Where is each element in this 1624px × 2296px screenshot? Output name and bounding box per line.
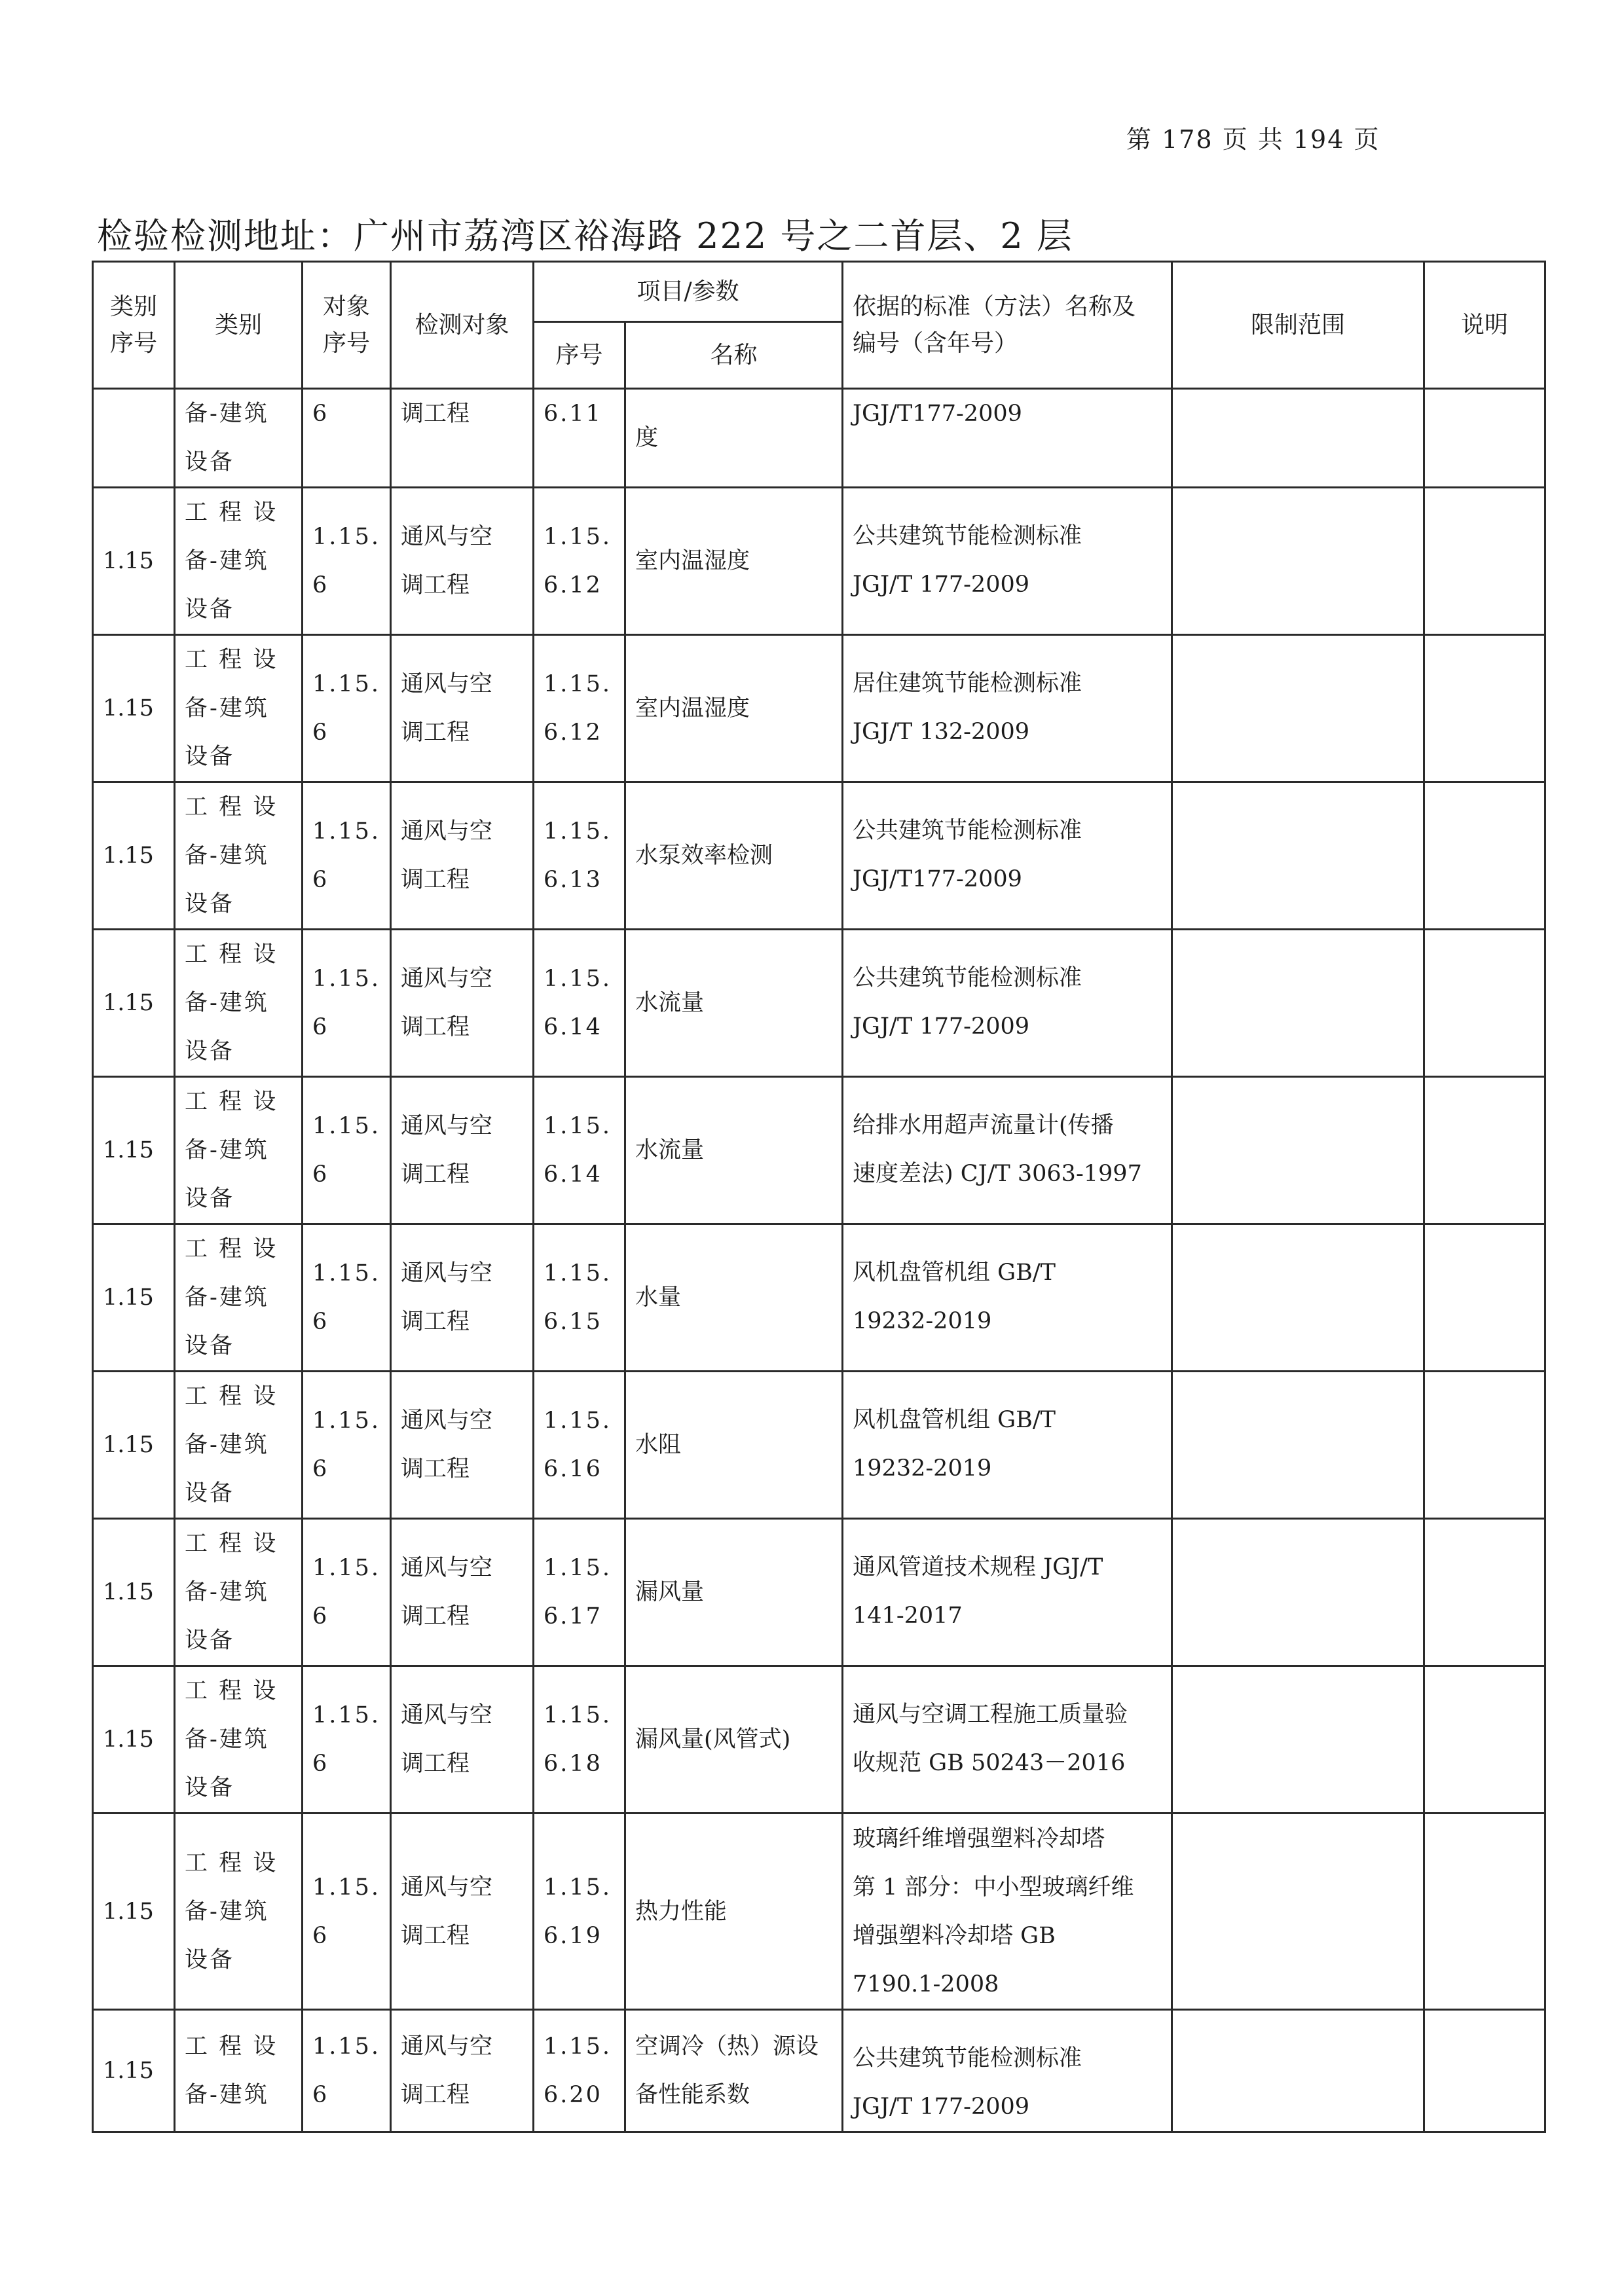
category-text: 工 程 设 备-建筑 设备 <box>185 1678 278 1801</box>
category-no-cell <box>93 1813 175 2010</box>
table-row <box>93 930 1545 1077</box>
object-no-text: 1.15. 6 <box>312 1408 381 1482</box>
item-no-text: 1.15. 6.12 <box>544 524 612 598</box>
standard-text: 风机盘管机组 GB/T 19232-2019 <box>853 1260 1056 1334</box>
object-no-cell <box>303 1224 391 1372</box>
category-no-text: 1.15 <box>103 1432 154 1458</box>
table-row <box>93 1519 1545 1666</box>
item-no-text: 1.15. 6.14 <box>544 966 612 1040</box>
object-no-text: 1.15. 6 <box>312 966 381 1040</box>
object-cell <box>391 488 534 635</box>
header-item-param: 项目/参数 <box>534 262 843 322</box>
object-text: 通风与空 调工程 <box>401 2033 493 2108</box>
standard-cell <box>843 782 1172 930</box>
standard-text: 给排水用超声流量计(传播 速度差法) CJ/T 3063-1997 <box>853 1112 1142 1187</box>
category-text: 工 程 设 备-建筑 设备 <box>185 1531 278 1654</box>
header-note: 说明 <box>1424 262 1545 389</box>
testing-address: 检验检测地址：广州市荔湾区裕海路 222 号之二首层、2 层 <box>97 215 1073 257</box>
object-text: 通风与空 调工程 <box>401 966 493 1040</box>
page-number: 第 178 页 共 194 页 <box>1126 125 1380 154</box>
object-no-cell <box>303 635 391 782</box>
standard-text: 通风与空调工程施工质量验 收规范 GB 50243－2016 <box>853 1702 1128 1776</box>
item-name-text: 水阻 <box>635 1432 682 1458</box>
limit-cell <box>1172 389 1424 488</box>
category-cell <box>175 389 303 488</box>
header-item-name: 名称 <box>625 322 843 389</box>
item-name-text: 水流量 <box>635 990 705 1016</box>
item-no-text: 1.15. 6.16 <box>544 1408 612 1482</box>
category-no-text: 1.15 <box>103 695 154 721</box>
table-header <box>93 262 1545 389</box>
object-no-text: 1.15. 6 <box>312 671 381 746</box>
limit-cell <box>1172 782 1424 930</box>
standard-cell <box>843 2010 1172 2132</box>
note-cell <box>1424 1077 1545 1224</box>
standard-text: JGJ/T177-2009 <box>853 401 1022 427</box>
object-cell <box>391 782 534 930</box>
object-text: 通风与空 调工程 <box>401 524 493 598</box>
object-no-cell <box>303 1077 391 1224</box>
standard-cell <box>843 1666 1172 1813</box>
category-no-cell <box>93 1077 175 1224</box>
standard-cell <box>843 1224 1172 1372</box>
category-cell <box>175 2010 303 2132</box>
category-cell <box>175 782 303 930</box>
object-cell <box>391 1224 534 1372</box>
header-standard: 依据的标准（方法）名称及 编号（含年号） <box>843 262 1172 389</box>
item-name-text: 漏风量(风管式) <box>635 1726 791 1753</box>
object-text: 通风与空 调工程 <box>401 1113 493 1188</box>
item-no-cell <box>534 635 625 782</box>
object-text: 通风与空 调工程 <box>401 1874 493 1949</box>
item-name-cell <box>625 930 843 1077</box>
standard-text: 居住建筑节能检测标准 JGJ/T 132-2009 <box>853 670 1082 745</box>
object-cell <box>391 1372 534 1519</box>
category-no-text: 1.15 <box>103 2058 154 2084</box>
category-no-cell <box>93 930 175 1077</box>
category-no-cell <box>93 389 175 488</box>
item-no-text: 1.15. 6.18 <box>544 1702 612 1777</box>
object-no-text: 1.15. 6 <box>312 1702 381 1777</box>
table-row <box>93 1372 1545 1519</box>
standard-text: 公共建筑节能检测标准 JGJ/T 177-2009 <box>853 2045 1082 2120</box>
object-no-cell <box>303 930 391 1077</box>
category-text: 工 程 设 备-建筑 <box>185 2033 278 2108</box>
standard-text: 公共建筑节能检测标准 JGJ/T177-2009 <box>853 818 1082 892</box>
limit-cell <box>1172 1813 1424 2010</box>
item-name-cell <box>625 635 843 782</box>
note-cell <box>1424 2010 1545 2132</box>
table-row <box>93 1666 1545 1813</box>
object-text: 调工程 <box>401 401 470 427</box>
category-no-text: 1.15 <box>103 1137 154 1163</box>
table-row <box>93 1224 1545 1372</box>
object-no-cell <box>303 782 391 930</box>
category-cell <box>175 1813 303 2010</box>
item-name-text: 空调冷（热）源设 备性能系数 <box>635 2033 819 2108</box>
object-no-cell <box>303 1372 391 1519</box>
note-cell <box>1424 782 1545 930</box>
item-name-text: 漏风量 <box>635 1579 705 1605</box>
object-no-cell <box>303 1519 391 1666</box>
table-row <box>93 635 1545 782</box>
category-cell <box>175 930 303 1077</box>
category-no-cell <box>93 2010 175 2132</box>
object-no-cell <box>303 389 391 488</box>
limit-cell <box>1172 930 1424 1077</box>
category-no-text: 1.15 <box>103 548 154 574</box>
item-no-text: 1.15. 6.13 <box>544 818 612 893</box>
standard-cell <box>843 488 1172 635</box>
item-no-cell <box>534 782 625 930</box>
header-object: 检测对象 <box>391 262 534 389</box>
category-cell <box>175 488 303 635</box>
category-no-cell <box>93 1666 175 1813</box>
standard-cell <box>843 1813 1172 2010</box>
item-name-cell <box>625 488 843 635</box>
object-cell <box>391 1077 534 1224</box>
category-no-text: 1.15 <box>103 1726 154 1753</box>
header-category-no: 类别 序号 <box>93 262 175 389</box>
object-no-cell <box>303 2010 391 2132</box>
item-name-text: 水流量 <box>635 1137 705 1163</box>
note-cell <box>1424 488 1545 635</box>
category-no-text: 1.15 <box>103 1579 154 1605</box>
object-no-text: 1.15. 6 <box>312 2033 381 2108</box>
item-name-text: 室内温湿度 <box>635 548 750 574</box>
item-no-cell <box>534 1372 625 1519</box>
category-cell <box>175 1372 303 1519</box>
category-no-text: 1.15 <box>103 1285 154 1311</box>
table-row <box>93 782 1545 930</box>
item-name-text: 度 <box>635 425 659 451</box>
category-no-text: 1.15 <box>103 990 154 1016</box>
category-text: 工 程 设 备-建筑 设备 <box>185 941 278 1065</box>
item-no-cell <box>534 1077 625 1224</box>
object-no-cell <box>303 1666 391 1813</box>
standard-cell <box>843 1519 1172 1666</box>
category-no-text: 1.15 <box>103 1898 154 1925</box>
note-cell <box>1424 1224 1545 1372</box>
item-name-cell <box>625 1519 843 1666</box>
item-no-cell <box>534 2010 625 2132</box>
object-cell <box>391 1666 534 1813</box>
note-cell <box>1424 635 1545 782</box>
limit-cell <box>1172 488 1424 635</box>
object-no-text: 1.15. 6 <box>312 524 381 598</box>
category-cell <box>175 1224 303 1372</box>
object-text: 通风与空 调工程 <box>401 1408 493 1482</box>
object-cell <box>391 635 534 782</box>
item-name-cell <box>625 1813 843 2010</box>
category-cell <box>175 635 303 782</box>
limit-cell <box>1172 1224 1424 1372</box>
item-no-text: 1.15. 6.15 <box>544 1260 612 1335</box>
object-no-text: 1.15. 6 <box>312 818 381 893</box>
category-no-cell <box>93 488 175 635</box>
note-cell <box>1424 389 1545 488</box>
item-no-cell <box>534 1666 625 1813</box>
standard-text: 通风管道技术规程 JGJ/T 141-2017 <box>853 1554 1103 1629</box>
table-row <box>93 1077 1545 1224</box>
limit-cell <box>1172 1666 1424 1813</box>
category-text: 备-建筑 设备 <box>185 401 269 475</box>
item-name-text: 室内温湿度 <box>635 695 750 721</box>
object-no-text: 1.15. 6 <box>312 1874 381 1949</box>
category-text: 工 程 设 备-建筑 设备 <box>185 1089 278 1212</box>
item-name-text: 水泵效率检测 <box>635 843 773 869</box>
item-no-text: 1.15. 6.17 <box>544 1555 612 1630</box>
header-object-no: 对象 序号 <box>303 262 391 389</box>
item-no-cell <box>534 930 625 1077</box>
header-category: 类别 <box>175 262 303 389</box>
item-no-cell <box>534 1224 625 1372</box>
item-no-text: 1.15. 6.12 <box>544 671 612 746</box>
note-cell <box>1424 1372 1545 1519</box>
item-name-text: 热力性能 <box>635 1898 728 1925</box>
standard-text: 公共建筑节能检测标准 JGJ/T 177-2009 <box>853 523 1082 598</box>
item-no-cell <box>534 1813 625 2010</box>
item-name-text: 水量 <box>635 1285 682 1311</box>
object-text: 通风与空 调工程 <box>401 1702 493 1777</box>
item-name-cell <box>625 1077 843 1224</box>
category-text: 工 程 设 备-建筑 设备 <box>185 794 278 917</box>
table-row <box>93 2010 1545 2132</box>
limit-cell <box>1172 1077 1424 1224</box>
standard-text: 玻璃纤维增强塑料冷却塔 第 1 部分：中小型玻璃纤维 增强塑料冷却塔 GB 7190.1-2008 <box>853 1825 1134 1997</box>
object-no-text: 1.15. 6 <box>312 1555 381 1630</box>
note-cell <box>1424 930 1545 1077</box>
standard-cell <box>843 1372 1172 1519</box>
item-name-cell <box>625 1372 843 1519</box>
item-no-cell <box>534 389 625 488</box>
testing-scope-table <box>92 261 1546 2133</box>
object-no-cell <box>303 488 391 635</box>
category-no-cell <box>93 1224 175 1372</box>
category-no-cell <box>93 1372 175 1519</box>
category-cell <box>175 1666 303 1813</box>
category-text: 工 程 设 备-建筑 设备 <box>185 1236 278 1359</box>
item-name-cell <box>625 1224 843 1372</box>
limit-cell <box>1172 2010 1424 2132</box>
note-cell <box>1424 1519 1545 1666</box>
category-no-cell <box>93 1519 175 1666</box>
standard-cell <box>843 635 1172 782</box>
header-item-no: 序号 <box>534 322 625 389</box>
object-cell <box>391 930 534 1077</box>
category-cell <box>175 1519 303 1666</box>
item-name-cell <box>625 389 843 488</box>
object-text: 通风与空 调工程 <box>401 818 493 893</box>
object-text: 通风与空 调工程 <box>401 1260 493 1335</box>
limit-cell <box>1172 1519 1424 1666</box>
object-cell <box>391 2010 534 2132</box>
object-no-text: 6 <box>312 401 329 427</box>
limit-cell <box>1172 1372 1424 1519</box>
object-no-text: 1.15. 6 <box>312 1260 381 1335</box>
category-cell <box>175 1077 303 1224</box>
standard-cell <box>843 389 1172 488</box>
standard-cell <box>843 930 1172 1077</box>
item-no-text: 1.15. 6.19 <box>544 1874 612 1949</box>
category-no-cell <box>93 635 175 782</box>
table-row <box>93 389 1545 488</box>
item-no-text: 1.15. 6.20 <box>544 2033 612 2108</box>
table-body <box>93 389 1545 2132</box>
header-limit: 限制范围 <box>1172 262 1424 389</box>
item-no-text: 6.11 <box>544 401 602 427</box>
item-no-cell <box>534 1519 625 1666</box>
limit-cell <box>1172 635 1424 782</box>
item-name-cell <box>625 782 843 930</box>
object-cell <box>391 1813 534 2010</box>
category-text: 工 程 设 备-建筑 设备 <box>185 1850 278 1973</box>
table-row <box>93 488 1545 635</box>
standard-text: 公共建筑节能检测标准 JGJ/T 177-2009 <box>853 965 1082 1040</box>
item-name-cell <box>625 2010 843 2132</box>
category-text: 工 程 设 备-建筑 设备 <box>185 1383 278 1506</box>
category-text: 工 程 设 备-建筑 设备 <box>185 500 278 623</box>
object-no-text: 1.15. 6 <box>312 1113 381 1188</box>
object-text: 通风与空 调工程 <box>401 671 493 746</box>
object-text: 通风与空 调工程 <box>401 1555 493 1630</box>
object-no-cell <box>303 1813 391 2010</box>
note-cell <box>1424 1813 1545 2010</box>
category-text: 工 程 设 备-建筑 设备 <box>185 647 278 770</box>
item-no-cell <box>534 488 625 635</box>
standard-text: 风机盘管机组 GB/T 19232-2019 <box>853 1407 1056 1482</box>
item-name-cell <box>625 1666 843 1813</box>
object-cell <box>391 1519 534 1666</box>
category-no-text: 1.15 <box>103 843 154 869</box>
table-row <box>93 1813 1545 2010</box>
note-cell <box>1424 1666 1545 1813</box>
item-no-text: 1.15. 6.14 <box>544 1113 612 1188</box>
object-cell <box>391 389 534 488</box>
category-no-cell <box>93 782 175 930</box>
standard-cell <box>843 1077 1172 1224</box>
